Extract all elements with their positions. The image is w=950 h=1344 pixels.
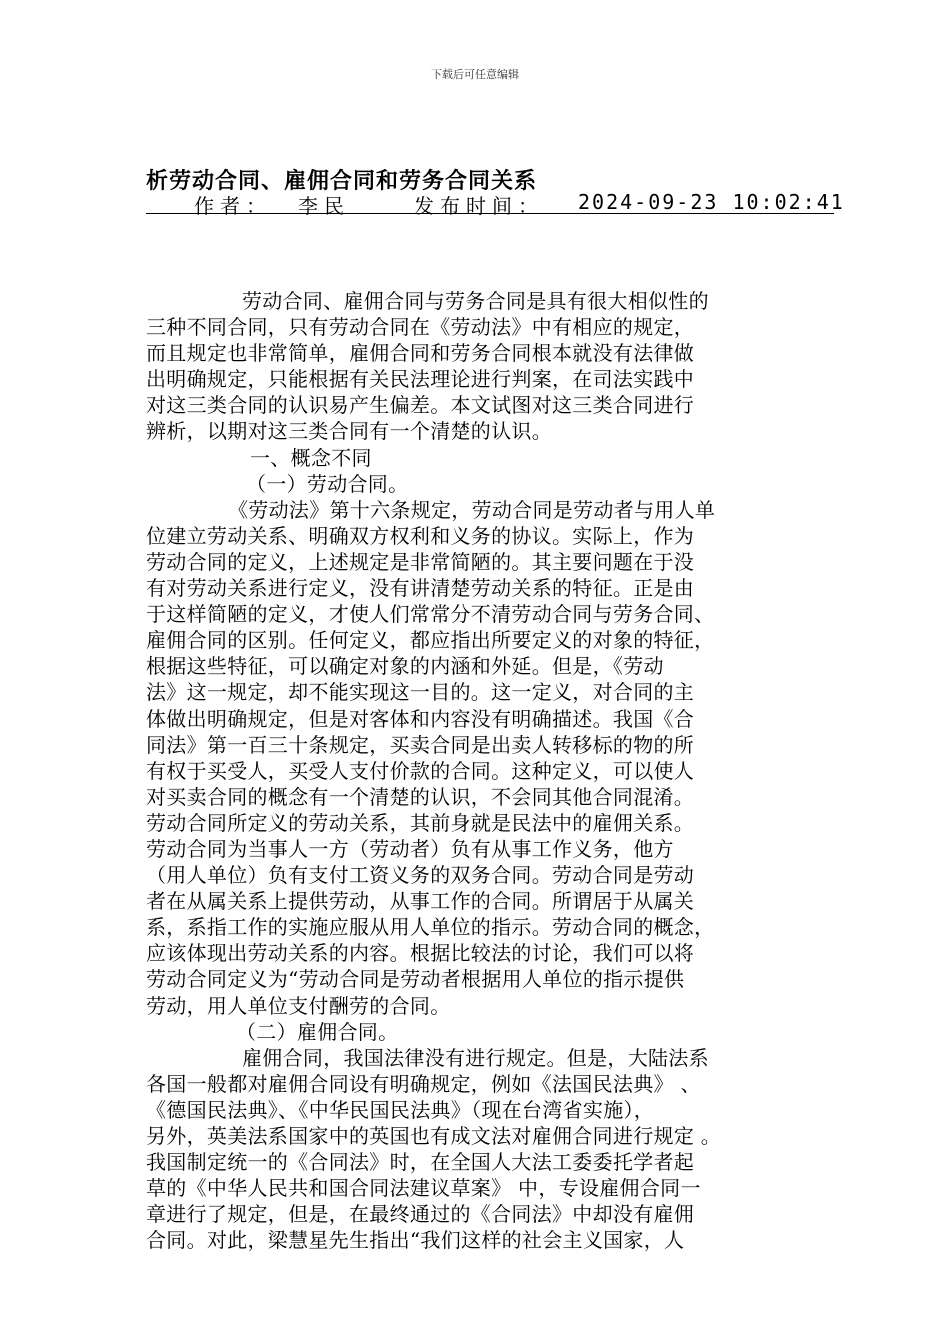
text-line: 有对劳动关系进行定义，没有讲清楚劳动关系的特征。正是由 xyxy=(146,576,695,601)
text-line: 法》这一规定，却不能实现这一目的。这一定义，对合同的主 xyxy=(146,680,695,705)
text-line: 章进行了规定，但是，在最终通过的《合同法》中却没有雇佣 xyxy=(146,1202,695,1227)
text-line: 劳动，用人单位支付酬劳的合同。 xyxy=(146,993,451,1018)
text-line: 劳动合同所定义的劳动关系，其前身就是民法中的雇佣关系。 xyxy=(146,810,695,835)
text-line: 辨析，以期对这三类合同有一个清楚的认识。 xyxy=(146,419,552,444)
subsection-heading: （一）劳动合同。 xyxy=(246,471,409,496)
text-line: （用人单位）负有支付工资义务的双务合同。劳动合同是劳动 xyxy=(146,863,695,888)
author-label: 作者： xyxy=(194,194,272,218)
text-line: 我国制定统一的《合同法》时，在全国人大法工委委托学者起 xyxy=(146,1150,695,1175)
text-line: 劳动合同、雇佣合同与劳务合同是具有很大相似性的 xyxy=(242,289,709,313)
text-line: 对这三类合同的认识易产生偏差。本文试图对这三类合同进行 xyxy=(146,393,695,418)
text-line: 劳动合同为当事人一方（劳动者）负有从事工作义务，他方 xyxy=(146,836,674,861)
section-heading: 一、概念不同 xyxy=(250,445,372,470)
article-title: 析劳动合同、雇佣合同和劳务合同关系 xyxy=(146,169,538,194)
text-line: 位建立劳动关系、明确双方权利和义务的协议。实际上，作为 xyxy=(146,523,695,548)
text-line: 另外，英美法系国家中的英国也有成文法对雇佣合同进行规定 。 xyxy=(146,1124,722,1148)
text-line: 对买卖合同的概念有一个清楚的认识，不会同其他合同混淆。 xyxy=(146,784,695,809)
text-line: 合同。对此，梁慧星先生指出“我们这样的社会主义国家，人 xyxy=(146,1228,685,1253)
text-line: 草的《中华人民共和国合同法建议草案》 中，专设雇佣合同一 xyxy=(146,1176,701,1201)
text-line: 体做出明确规定，但是对客体和内容没有明确描述。我国《合 xyxy=(146,706,695,731)
author-name: 李民 xyxy=(298,194,350,218)
text-line: 《劳动法》第十六条规定，劳动合同是劳动者与用人单 xyxy=(228,497,716,522)
article-body xyxy=(146,288,806,1253)
text-line: 应该体现出劳动关系的内容。根据比较法的讨论，我们可以将 xyxy=(146,941,695,966)
text-line: 雇佣合同，我国法律没有进行规定。但是，大陆法系 xyxy=(242,1045,709,1070)
text-line: 劳动合同的定义，上述规定是非常简陋的。其主要问题在于没 xyxy=(146,549,695,574)
header-note: 下载后可任意编辑 xyxy=(431,68,519,81)
text-line: 同法》第一百三十条规定，买卖合同是出卖人转移标的物的所 xyxy=(146,732,695,757)
text-line: 劳动合同定义为“劳动合同是劳动者根据用人单位的指示提供 xyxy=(146,967,685,992)
text-line: 而且规定也非常简单，雇佣合同和劳务合同根本就没有法律做 xyxy=(146,341,695,366)
publish-time-label: 发布时间： xyxy=(414,194,544,218)
text-line: 各国一般都对雇佣合同设有明确规定，例如《法国民法典》 、 xyxy=(146,1071,701,1096)
text-line: 出明确规定，只能根据有关民法理论进行判案，在司法实践中 xyxy=(146,367,695,392)
text-line: 根据这些特征，可以确定对象的内涵和外延。但是，《劳动 xyxy=(146,654,664,679)
text-line: 雇佣合同的区别。任何定义，都应指出所要定义的对象的特征， xyxy=(146,628,715,653)
text-line: 系，系指工作的实施应服从用人单位的指示。劳动合同的概念， xyxy=(146,915,715,940)
publish-time-value: 2024-09-23 10:02:41 xyxy=(578,190,845,214)
byline xyxy=(146,190,845,218)
text-line: 有权于买受人，买受人支付价款的合同。这种定义，可以使人 xyxy=(146,758,695,783)
text-line: 者在从属关系上提供劳动，从事工作的合同。所谓居于从属关 xyxy=(146,889,695,914)
text-line: 《德国民法典》、《中华民国民法典》（现在台湾省实施）， xyxy=(146,1097,655,1122)
text-line: 三种不同合同，只有劳动合同在《劳动法》中有相应的规定， xyxy=(146,315,695,340)
subsection-heading: （二）雇佣合同。 xyxy=(236,1019,399,1044)
text-line: 于这样简陋的定义，才使人们常常分不清劳动合同与劳务合同、 xyxy=(146,602,715,627)
